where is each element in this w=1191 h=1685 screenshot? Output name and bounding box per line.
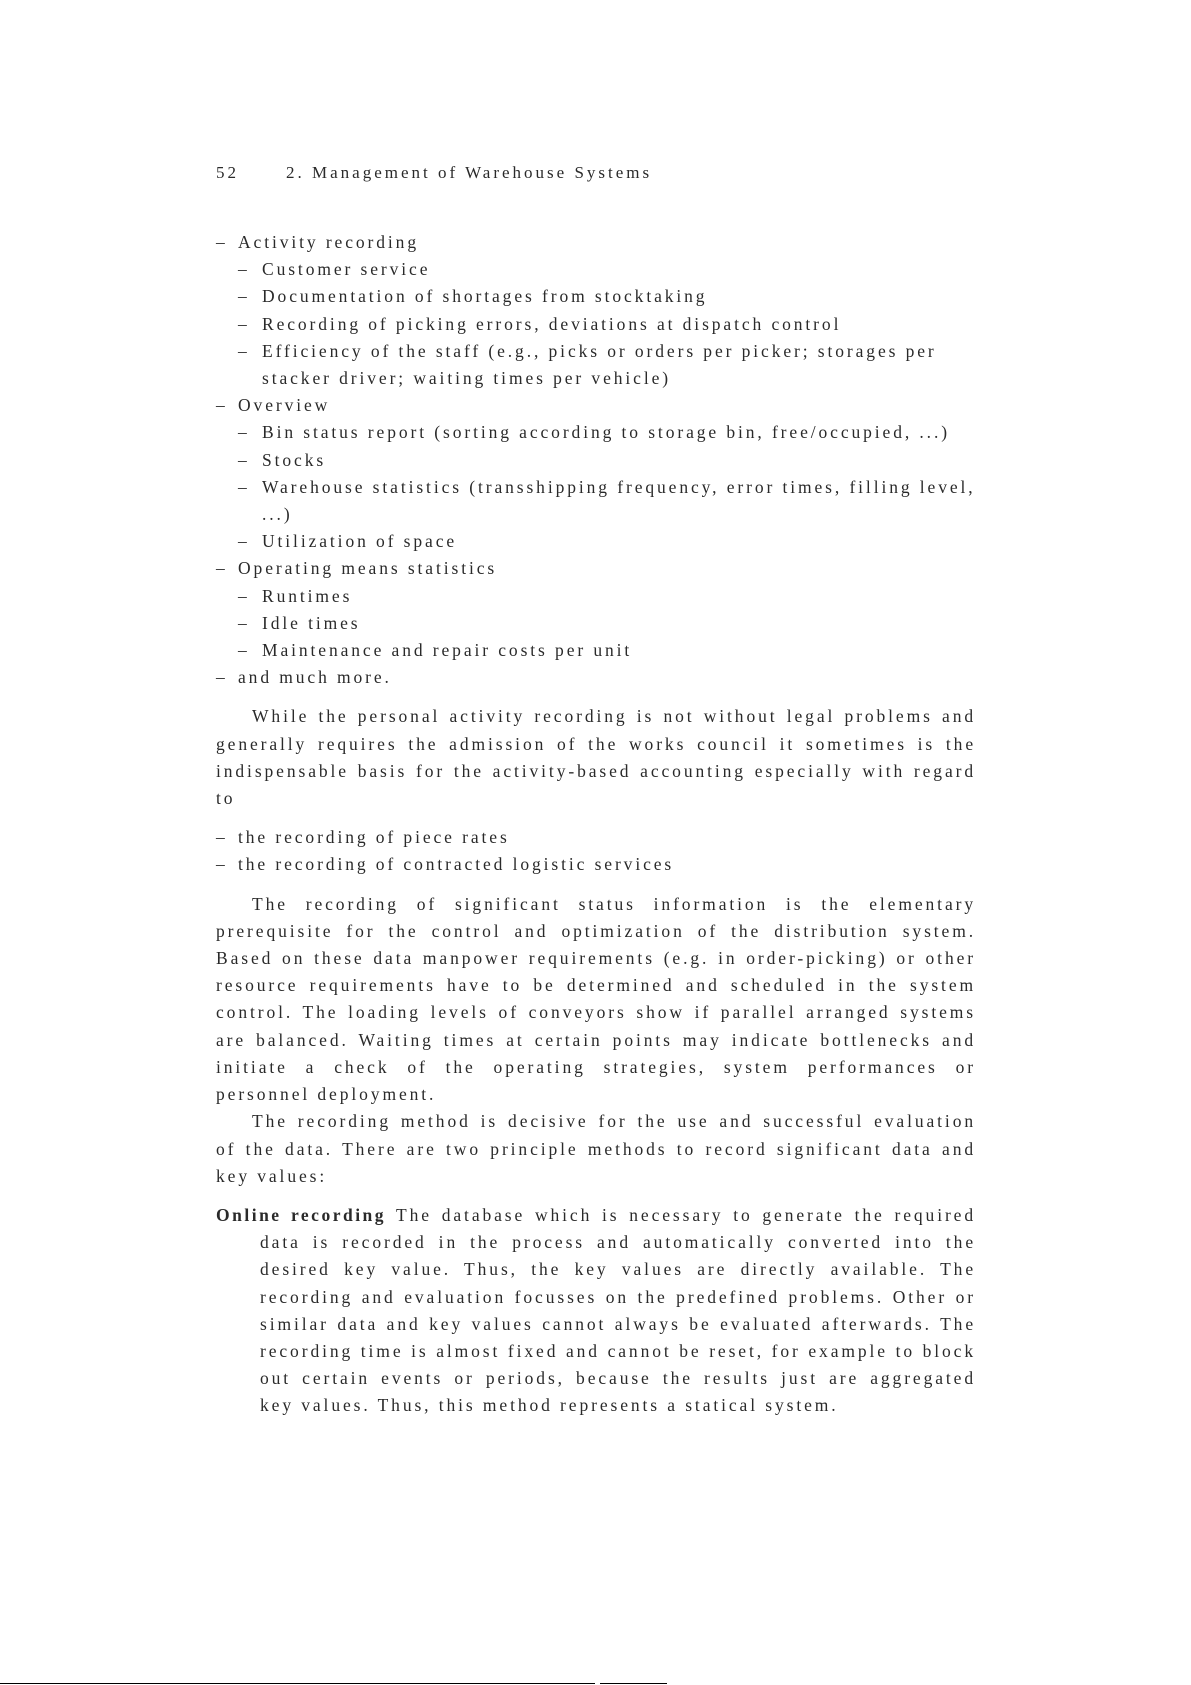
list-item (216, 664, 976, 691)
paragraph: While the personal activity recording is not without legal problems and generally requires the admission of the works council it sometimes is the indispensable basis for the activity-based accounting especially with regard to (216, 706, 976, 809)
sub-list-item: – Maintenance and repair costs per unit (216, 637, 976, 664)
definition-text: The database which is necessary to generate the required data is recorded in the process and automatically converted into the desired key value. Thus, the key values are directly available. The recording and evaluation focusses on the predefined problems. Other or similar data and key values cannot always be evaluated afterwards. The recording time is almost fixed and cannot be reset, for example to block out certain events or periods, because the results just are aggregated key values. Thus, this method represents a statical system. (260, 1204, 977, 1416)
sub-list (216, 583, 976, 665)
sub-list-item: – Efficiency of the staff (e.g., picks or orders per picker; storages per stacker driver; waiting times per vehicle) (216, 338, 976, 392)
sub-list-item: – Utilization of space (216, 528, 976, 555)
list-item: – the recording of piece rates (216, 824, 976, 851)
footer-rule-short (600, 1683, 667, 1684)
running-title: 2. Management of Warehouse Systems (286, 163, 653, 182)
spacer (216, 879, 976, 891)
paragraph: The recording of significant status information is the elementary prerequisite for the control and optimization of the distribution system. Based on these data manpower requirements (e.g. in order-picking) or other resource requirements have to be determined and scheduled in the system control. The loading levels of conveyors show if parallel arranged systems are balanced. Waiting times at certain points may indicate bottlenecks and initiate a check of the operating strategies, system performances or personnel deployment. (216, 893, 976, 1105)
sub-list-item: – Warehouse statistics (transshipping frequency, error times, filling level, ...) (216, 474, 976, 528)
sub-list (216, 419, 976, 555)
list-item-label: Operating means statistics (238, 558, 498, 579)
page-number: 52 (216, 163, 239, 182)
recording-list (216, 824, 976, 878)
spacer (216, 812, 976, 824)
definition-item (216, 1202, 976, 1420)
list-item (216, 555, 976, 664)
definition-list (216, 1202, 976, 1420)
list-item-label: Overview (238, 395, 331, 416)
list-item (216, 229, 976, 392)
sub-list-item: – Runtimes (216, 583, 976, 610)
running-header (216, 163, 976, 183)
sub-list (216, 256, 976, 392)
sub-list-item: – Stocks (216, 447, 976, 474)
paragraph: The recording method is decisive for the use and successful evaluation of the data. There are two principle methods to record significant data and key values: (216, 1111, 976, 1186)
page-body (216, 229, 976, 1420)
list-item: – the recording of contracted logistic services (216, 851, 976, 878)
list-item-label: Activity recording (238, 232, 419, 252)
spacer (216, 1190, 976, 1202)
key-values-list (216, 229, 976, 691)
sub-list-item: – Documentation of shortages from stocktaking (216, 283, 976, 310)
list-item-label: and much more. (238, 667, 392, 688)
list-item (216, 392, 976, 555)
sub-list-item: – Bin status report (sorting according to storage bin, free/occupied, ...) (216, 419, 976, 446)
sub-list-item: – Recording of picking errors, deviations at dispatch control (216, 311, 976, 338)
definition-term: Online recording (216, 1204, 387, 1225)
spacer (216, 691, 976, 703)
sub-list-item: – Customer service (216, 256, 976, 283)
footer-rule (0, 1683, 595, 1684)
sub-list-item: – Idle times (216, 610, 976, 637)
